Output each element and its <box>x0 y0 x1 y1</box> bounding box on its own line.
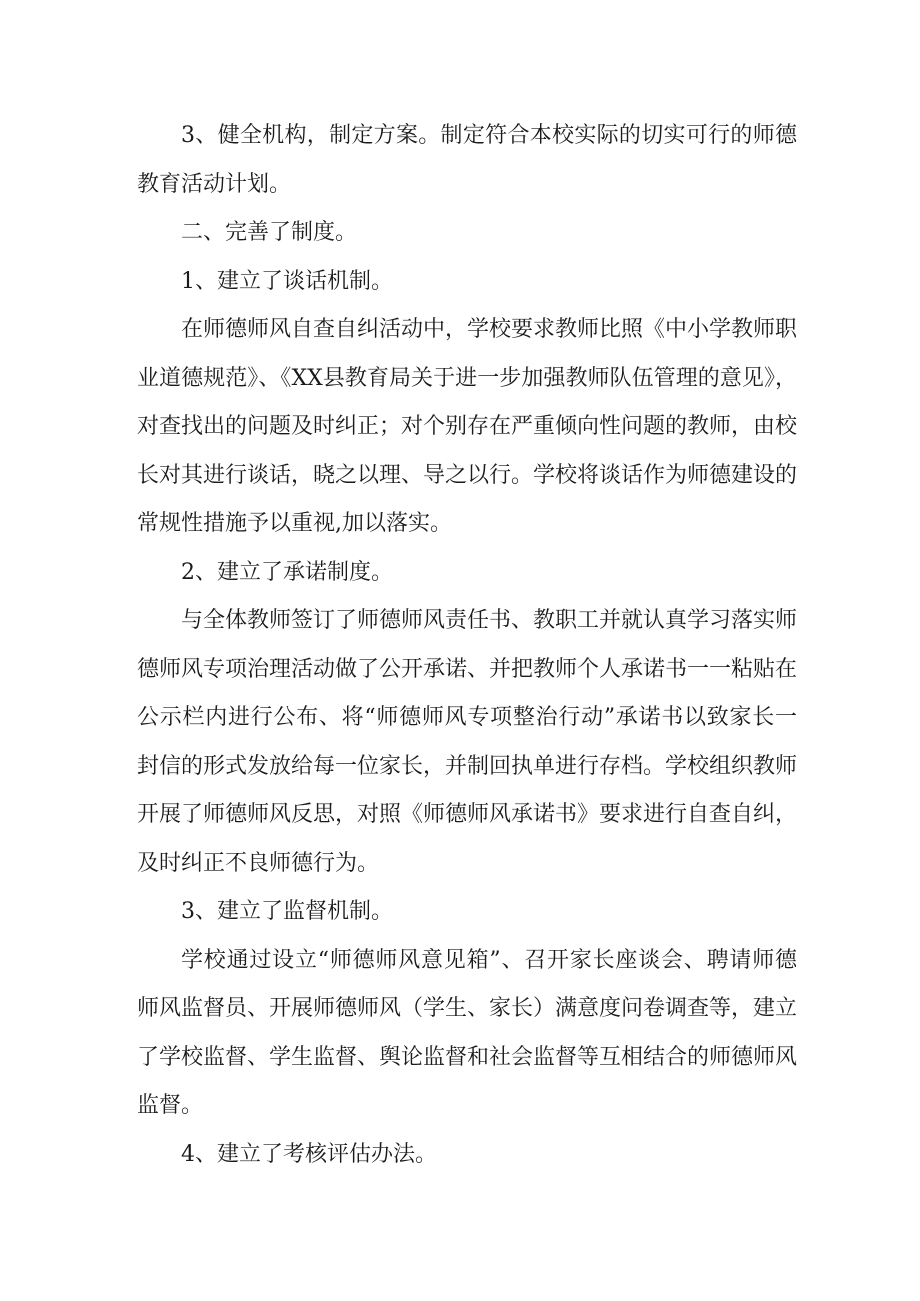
paragraph-commitment-system: 与全体教师签订了师德师风责任书、教职工并就认真学习落实师德师风专项治理活动做了公开承诺、并把教师个人承诺书一一粘贴在公示栏内进行公布、将“师德师风专项整治行动”承诺书以致家长一封信的形式发放给每一位家长，并制回执单进行存档。学校组织教师开展了师德师风反思，对照《师德师风承诺书》要求进行自查自纠，及时纠正不良师德行为。 <box>137 608 798 876</box>
subheading-assessment-method: 4、建立了考核评估办法。 <box>181 1141 437 1167</box>
paragraph-talk-mechanism: 在师德师风自查自纠活动中，学校要求教师比照《中小学教师职业道德规范》、《XX县教育局关于进一步加强教师队伍管理的意见》，对查找出的问题及时纠正；对个别存在严重倾向性问题的教师，由校长对其进行谈话，晓之以理、导之以行。学校将谈话作为师德建设的常规性措施予以重视,加以落实。 <box>137 317 798 536</box>
subheading-commitment-system: 2、建立了承诺制度。 <box>181 559 393 585</box>
paragraph-supervision-mechanism: 学校通过设立“师德师风意见箱”、召开家长座谈会、聘请师德师风监督员、开展师德师风（学生、家长）满意度问卷调查等，建立了学校监督、学生监督、舆论监督和社会监督等互相结合的师德师风监督。 <box>137 947 798 1118</box>
section-heading-system: 二、完善了制度。 <box>181 220 358 245</box>
paragraph-organization-plan: 3、健全机构，制定方案。制定符合本校实际的切实可行的师德教育活动计划。 <box>137 123 797 197</box>
document-body <box>137 112 797 1179</box>
subheading-supervision-mechanism: 3、建立了监督机制。 <box>181 899 393 924</box>
subheading-talk-mechanism: 1、建立了谈话机制。 <box>181 268 393 294</box>
